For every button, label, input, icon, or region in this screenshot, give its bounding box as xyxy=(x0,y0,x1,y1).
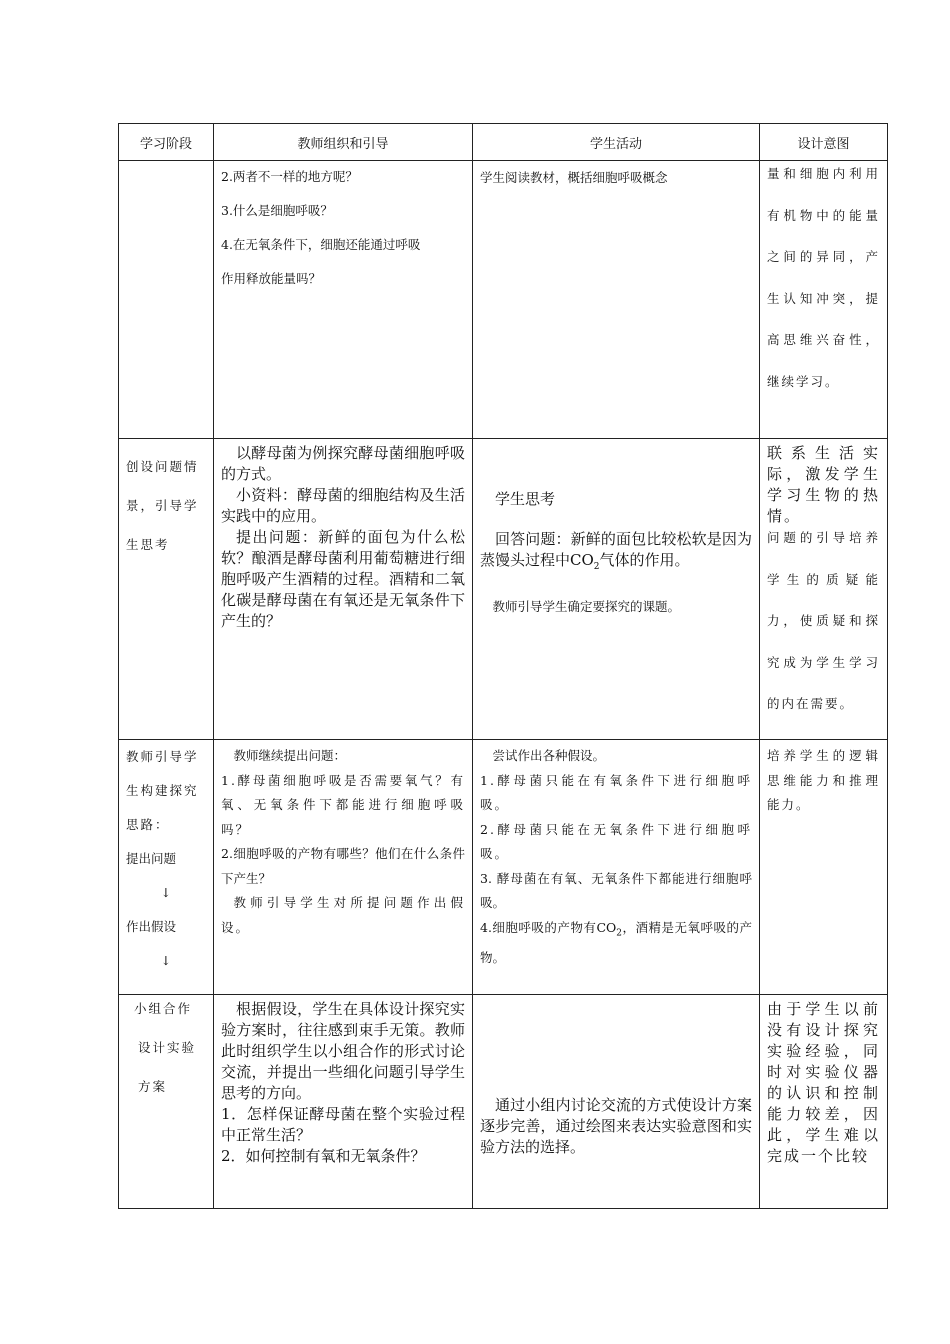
student-text: ，酒精是无氧呼吸的产物。 xyxy=(480,919,752,965)
student-line: 1.酵母菌只能在有氧条件下进行细胞呼吸。 xyxy=(480,772,752,812)
header-intent: 设计意图 xyxy=(760,124,888,161)
student-cell xyxy=(473,439,760,740)
student-line: 教师引导学生确定要探究的课题。 xyxy=(492,599,681,614)
stage-text: 小组合作设计实验方案 xyxy=(134,1001,197,1094)
intent-cell xyxy=(760,161,888,439)
intent-text: 问题的引导培养学生的质疑能力，使质疑和探究成为学生学习的内在需要。 xyxy=(767,530,880,711)
table-header-row xyxy=(119,124,888,161)
teacher-cell xyxy=(214,161,473,439)
table-row xyxy=(119,995,888,1209)
teacher-line: 教师继续提出问题： xyxy=(233,748,347,763)
student-line: 2.酵母菌只能在无氧条件下进行细胞呼吸。 xyxy=(480,821,752,861)
down-arrow-icon: ↓ xyxy=(160,885,172,900)
teacher-line: 提出问题：新鲜的面包为什么松软？酿酒是酵母菌利用葡萄糖进行细胞呼吸产生酒精的过程。酒精和二氧化碳是酵母菌在有氧还是无氧条件下产生的？ xyxy=(221,528,465,630)
student-line: 尝试作出各种假设。 xyxy=(492,748,606,763)
stage-text: 提出问题 xyxy=(126,851,177,866)
student-text: 4.细胞呼吸的产物有 xyxy=(480,919,597,935)
intent-text: 联系生活实际，激发学生学习生物的热情。 xyxy=(767,444,880,525)
student-line: 3. 酵母菌在有氧、无氧条件下都能进行细胞呼吸。 xyxy=(480,870,752,910)
teacher-line: 2.细胞呼吸的产物有哪些？他们在什么条件下产生？ xyxy=(221,846,465,886)
subscript-2: 2 xyxy=(616,928,622,938)
teacher-line: 4.在无氧条件下，细胞还能通过呼吸 xyxy=(221,237,421,252)
header-student: 学生活动 xyxy=(473,124,760,161)
intent-text: 量和细胞内利用有机物中的能量之间的异同，产生认知冲突，提高思维兴奋性，继续学习。 xyxy=(767,166,880,389)
intent-cell xyxy=(760,439,888,740)
header-stage: 学习阶段 xyxy=(119,124,214,161)
table-row xyxy=(119,439,888,740)
student-text: 学生阅读教材，概括细胞呼吸概念 xyxy=(480,170,668,185)
teacher-line: 教师引导学生对所提问题作出假设。 xyxy=(221,895,465,935)
co2-text: CO xyxy=(570,551,594,569)
student-cell xyxy=(473,161,760,439)
intent-cell xyxy=(760,995,888,1209)
student-line xyxy=(480,529,752,578)
intent-cell xyxy=(760,740,888,995)
student-text: 通过小组内讨论交流的方式使设计方案逐步完善，通过绘图来表达实验意图和实验方法的选择。 xyxy=(480,1096,752,1156)
table-row xyxy=(119,161,888,439)
stage-cell xyxy=(119,439,214,740)
teacher-line: 小资料：酵母菌的细胞结构及生活实践中的应用。 xyxy=(221,486,465,525)
teacher-line: 3.什么是细胞呼吸？ xyxy=(221,203,333,218)
student-cell xyxy=(473,740,760,995)
teacher-line: 根据假设，学生在具体设计探究实验方案时，往往感到束手无策。教师此时组织学生以小组合作的形式讨论交流，并提出一些细化问题引导学生思考的方向。 xyxy=(221,1000,465,1102)
teacher-line: 2．如何控制有氧和无氧条件？ xyxy=(221,1147,426,1165)
teacher-cell xyxy=(214,439,473,740)
teacher-line: 1．怎样保证酵母菌在整个实验过程中正常生活？ xyxy=(221,1105,465,1144)
intent-text: 由于学生以前没有设计探究实验经验，同时对实验仪器的认识和控制能力较差，因此，学生难以完成一个比较 xyxy=(767,1000,880,1165)
stage-text: 作出假设 xyxy=(126,919,177,934)
teacher-line: 作用释放能量吗？ xyxy=(221,271,322,286)
stage-text: 创设问题情景，引导学生思考 xyxy=(126,459,199,552)
down-arrow-icon: ↓ xyxy=(160,953,172,968)
student-text: 回答问题：新鲜的面包比较松软是因为蒸馒头过程中 xyxy=(480,530,752,569)
teacher-cell xyxy=(214,740,473,995)
stage-text: 教师引导学生构建探究思路： xyxy=(126,749,199,832)
stage-cell xyxy=(119,161,214,439)
intent-text: 培养学生的逻辑思维能力和推理能力。 xyxy=(767,748,880,812)
teacher-line: 1.酵母菌细胞呼吸是否需要氧气？有氧、无氧条件下都能进行细胞呼吸吗？ xyxy=(221,772,465,837)
lesson-plan-table xyxy=(118,123,888,1209)
student-cell xyxy=(473,995,760,1209)
student-line xyxy=(480,916,752,971)
teacher-cell xyxy=(214,995,473,1209)
stage-cell xyxy=(119,995,214,1209)
student-line: 学生思考 xyxy=(495,490,556,508)
stage-cell xyxy=(119,740,214,995)
subscript-2: 2 xyxy=(593,562,600,572)
teacher-line: 2.两者不一样的地方呢？ xyxy=(221,169,358,184)
student-text: 气体的作用。 xyxy=(599,551,690,569)
header-teacher: 教师组织和引导 xyxy=(214,124,473,161)
table-row xyxy=(119,740,888,995)
teacher-line: 以酵母菌为例探究酵母菌细胞呼吸的方式。 xyxy=(221,444,465,483)
co2-text: CO xyxy=(596,919,617,935)
